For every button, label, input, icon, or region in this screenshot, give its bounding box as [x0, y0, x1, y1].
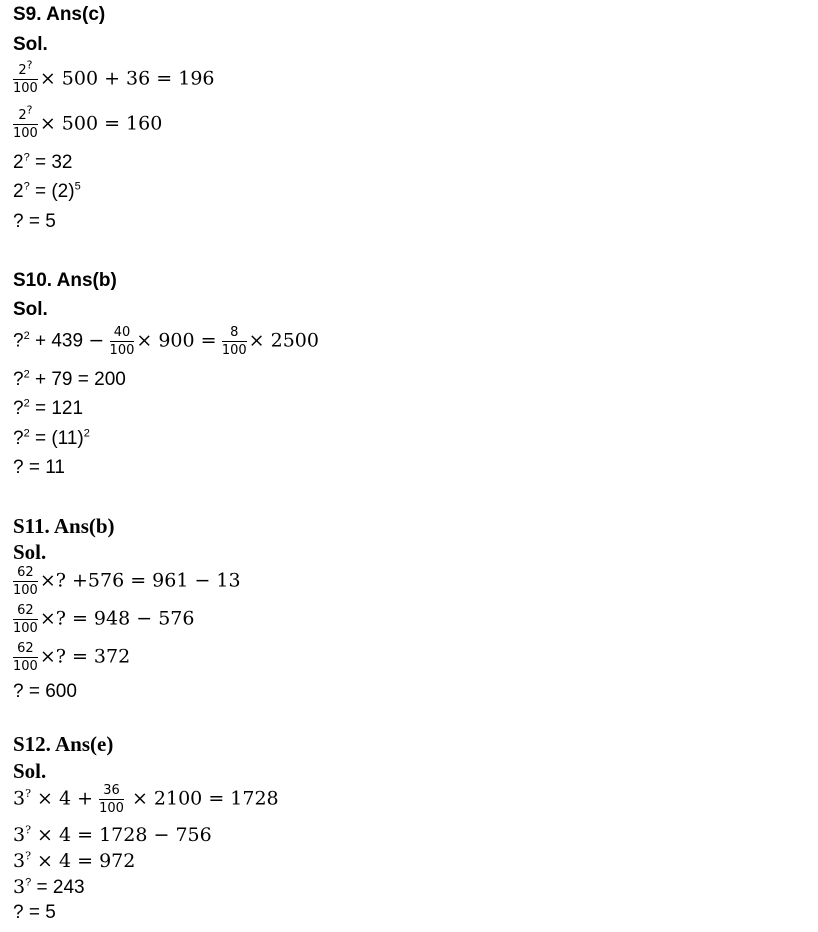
fraction: $\frac{62}{100}$	[13, 565, 38, 598]
s9-result: ? = 5	[13, 211, 56, 232]
s11-result: ? = 600	[13, 681, 77, 702]
s11-equation-1: $\frac{62}{100}$ ×? +576 = 961 − 13	[13, 565, 241, 598]
s9-sol-label: Sol.	[13, 34, 48, 55]
fraction: $\frac{2^?}{100}$	[13, 103, 38, 141]
s10-sol-label: Sol.	[13, 299, 48, 320]
s12-equation-1: 3? × 4 + $\frac{36}{100}$ × 2100 = 1728	[13, 783, 279, 816]
s12-line-2: 3? × 4 = 1728 − 756	[13, 823, 212, 846]
s12-result: ? = 5	[13, 902, 56, 923]
s11-heading: S11. Ans(b)	[13, 514, 115, 538]
s10-line-3: ?$^2$ = 121	[13, 397, 84, 419]
s11-sol-label: Sol.	[13, 540, 47, 564]
s10-result: ? = 11	[13, 457, 65, 478]
s9-line-4: $2^? = (2)^5$	[13, 180, 81, 202]
s11-equation-3: $\frac{62}{100}$ ×? = 372	[13, 641, 131, 674]
s9-equation-2: $\frac{2^?}{100}$ × 500 = 160	[13, 103, 163, 141]
s10-line-4: ?$^2$ = $(11)^2$	[13, 427, 90, 449]
s12-line-4: 3? = 243	[13, 876, 85, 898]
s9-equation-1: $\frac{2^?}{100}$ × 500 + 36 = 196	[13, 58, 215, 96]
s9-line-3: 2? = 32	[13, 151, 73, 173]
fraction: $\frac{62}{100}$	[13, 641, 38, 674]
fraction: $\frac{40}{100}$	[109, 325, 135, 358]
fraction: $\frac{2^?}{100}$	[13, 58, 38, 96]
s12-line-3: 3? × 4 = 972	[13, 849, 136, 872]
s10-line-2: ?$^2$ + 79 = 200	[13, 368, 126, 390]
fraction: $\frac{62}{100}$	[13, 603, 38, 636]
fraction: $\frac{8}{100}$	[221, 325, 247, 358]
s12-heading: S12. Ans(e)	[13, 732, 114, 756]
s11-equation-2: $\frac{62}{100}$ ×? = 948 − 576	[13, 603, 195, 636]
s10-equation-1: ?$^2$ + 439 − $\frac{40}{100}$ × 900 = $\frac{8}{100}$ × 2500	[13, 325, 319, 358]
s9-heading: S9. Ans(c)	[13, 4, 106, 25]
fraction: $\frac{36}{100}$	[99, 783, 124, 816]
s12-sol-label: Sol.	[13, 759, 47, 783]
s10-heading: S10. Ans(b)	[13, 270, 117, 291]
